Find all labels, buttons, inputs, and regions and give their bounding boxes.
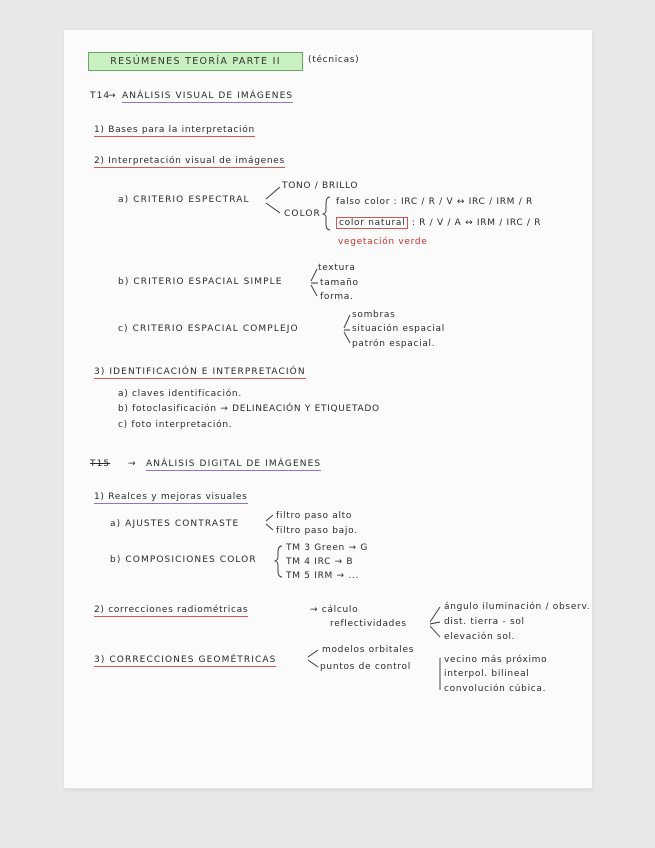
t15-composiciones-color: b) COMPOSICIONES COLOR: [110, 555, 257, 565]
t15-bilineal: interpol. bilineal: [444, 669, 530, 679]
t15-cubica: convolución cúbica.: [444, 684, 547, 694]
t14-situacion-espacial: situación espacial: [352, 324, 445, 334]
t15-calculo: → cálculo: [310, 605, 359, 615]
t14-color-natural-bands: : R / V / A ↔ IRM / IRC / R: [411, 218, 542, 228]
t14-falso-color: falso color : IRC / R / V ↔ IRC / IRM / R: [336, 197, 533, 207]
page-title: RESÚMENES TEORÍA PARTE II: [88, 52, 303, 71]
t14-vegetacion-verde: vegetación verde: [338, 237, 428, 247]
t15-reflectividades: reflectividades: [330, 619, 407, 629]
t14-color-natural: [336, 219, 541, 228]
t15-ajustes-contraste: a) AJUSTES CONTRASTE: [110, 519, 240, 529]
t15-item1: 1) Realces y mejoras visuales: [94, 492, 248, 502]
title-note: (técnicas): [308, 55, 360, 65]
t15-filtro-bajo: filtro paso bajo.: [276, 526, 358, 536]
t14-color: COLOR: [284, 209, 321, 219]
t14-item3: 3) IDENTIFICACIÓN E INTERPRETACIÓN: [94, 367, 306, 377]
t15-elevacion: elevación sol.: [444, 632, 516, 642]
t15-distancia: dist. tierra - sol: [444, 617, 525, 627]
section-t14-title: ANÁLISIS VISUAL DE IMÁGENES: [122, 91, 294, 101]
section-t15-title: ANÁLISIS DIGITAL DE IMÁGENES: [146, 459, 322, 469]
t15-tm5: TM 5 IRM → ...: [286, 571, 360, 581]
t14-forma: forma.: [320, 292, 354, 302]
t15-item2: 2) correcciones radiométricas: [94, 605, 249, 615]
t15-tm3: TM 3 Green → G: [286, 543, 369, 553]
t14-patron-espacial: patrón espacial.: [352, 339, 436, 349]
t15-vecino: vecino más próximo: [444, 655, 548, 665]
t15-iluminacion: ángulo iluminación / observ.: [444, 602, 591, 612]
t14-fotoclasificacion: b) fotoclasificación → DELINEACIÓN Y ETIQUETADO: [118, 404, 380, 414]
t14-sombras: sombras: [352, 310, 396, 320]
t14-tono-brillo: TONO / BRILLO: [282, 181, 359, 191]
t15-puntos-control: puntos de control: [320, 662, 411, 672]
t14-fotointerpretacion: c) foto interpretación.: [118, 420, 233, 430]
arrow-icon: →: [128, 459, 137, 469]
t14-criterio-espacial-simple: b) CRITERIO ESPACIAL SIMPLE: [118, 277, 283, 287]
t14-textura: textura: [318, 263, 356, 273]
t14-item2: 2) Interpretación visual de imágenes: [94, 156, 285, 166]
section-t14-label: T14: [90, 91, 111, 101]
t14-color-natural-label: color natural: [336, 217, 408, 229]
t14-tamano: tamaño: [320, 278, 359, 288]
t15-item3: 3) CORRECCIONES GEOMÉTRICAS: [94, 655, 277, 665]
t15-tm4: TM 4 IRC → B: [286, 557, 354, 567]
t14-criterio-espectral: a) CRITERIO ESPECTRAL: [118, 195, 250, 205]
t14-criterio-espacial-complejo: c) CRITERIO ESPACIAL COMPLEJO: [118, 324, 299, 334]
t14-claves: a) claves identificación.: [118, 389, 242, 399]
t14-item1: 1) Bases para la interpretación: [94, 125, 255, 135]
arrow-icon: →: [108, 91, 117, 101]
section-t15-label: T15: [90, 459, 111, 469]
t15-modelos-orbitales: modelos orbitales: [322, 645, 415, 655]
t15-filtro-alto: filtro paso alto: [276, 511, 353, 521]
